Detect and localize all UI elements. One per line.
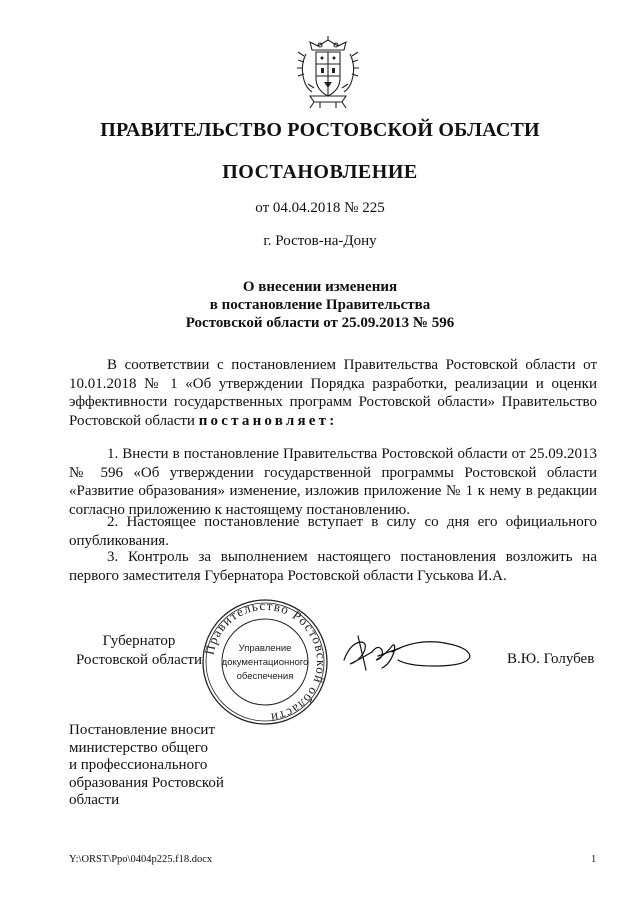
intro-text: В соответствии с постановлением Правительства Ростовской области от 10.01.2018 № 1 «Об утверждении Порядка разработки, реализации и оценки эффективности государственных программ Ростовской области» Правительство Ростовской области bbox=[69, 357, 597, 429]
signatory-name: В.Ю. Голубев bbox=[507, 651, 595, 667]
stamp-inner-line-2: документационного bbox=[221, 657, 309, 668]
stamp-inner-line-1: Управление bbox=[238, 643, 292, 654]
submitter-line-4: образования Ростовской bbox=[69, 774, 224, 791]
clause-1: 1. Внести в постановление Правительства Ростовской области от 25.09.2013 № 596 «Об утверждении государственной программы Ростовской области «Развитие образования» изменение, изложив приложение № 1 к нему в редакции согласно приложению к настоящему постановлению. bbox=[69, 446, 597, 518]
footer-file-path: Y:\ORST\Ppo\0404p225.f18.docx bbox=[69, 854, 213, 865]
official-stamp bbox=[200, 598, 330, 726]
clause-2: 2. Настоящее постановление вступает в силу со дня его официального опубликования. bbox=[69, 514, 597, 549]
document-type: ПОСТАНОВЛЕНИЕ bbox=[222, 161, 418, 183]
intro-paragraph bbox=[69, 356, 597, 430]
subject-line-1: О внесении изменения bbox=[242, 279, 398, 295]
signatory-position bbox=[69, 632, 209, 670]
stamp-ring-text: Правительство Ростовской области bbox=[201, 598, 330, 726]
submitter-line-1: Постановление вносит bbox=[69, 722, 216, 738]
subject-line-3: Ростовской области от 25.09.2013 № 596 bbox=[185, 315, 455, 331]
document-date-number: от 04.04.2018 № 225 bbox=[255, 200, 385, 216]
handwritten-signature bbox=[338, 630, 474, 674]
footer-page-number: 1 bbox=[591, 854, 597, 865]
document-city: г. Ростов-на-Дону bbox=[263, 233, 377, 249]
document-subject bbox=[0, 278, 640, 332]
submitter-line-2: министерство общего bbox=[69, 739, 209, 756]
submitter-line-5: области bbox=[69, 792, 120, 808]
stamp-inner-line-3: обеспечения bbox=[236, 671, 294, 682]
position-line-1: Губернатор bbox=[102, 633, 176, 649]
clause-3: 3. Контроль за выполнением настоящего постановления возложить на первого заместителя Губернатора Ростовской области Гуськова И.А. bbox=[69, 549, 597, 584]
government-title: ПРАВИТЕЛЬСТВО РОСТОВСКОЙ ОБЛАСТИ bbox=[100, 119, 540, 141]
position-line-2: Ростовской области bbox=[76, 652, 202, 668]
submitter-note bbox=[69, 722, 249, 810]
submitter-line-3: и профессионального bbox=[69, 757, 208, 773]
coat-of-arms-icon bbox=[296, 36, 360, 110]
intro-keyword: постановляет: bbox=[198, 412, 338, 429]
subject-line-2: в постановление Правительства bbox=[209, 297, 431, 313]
